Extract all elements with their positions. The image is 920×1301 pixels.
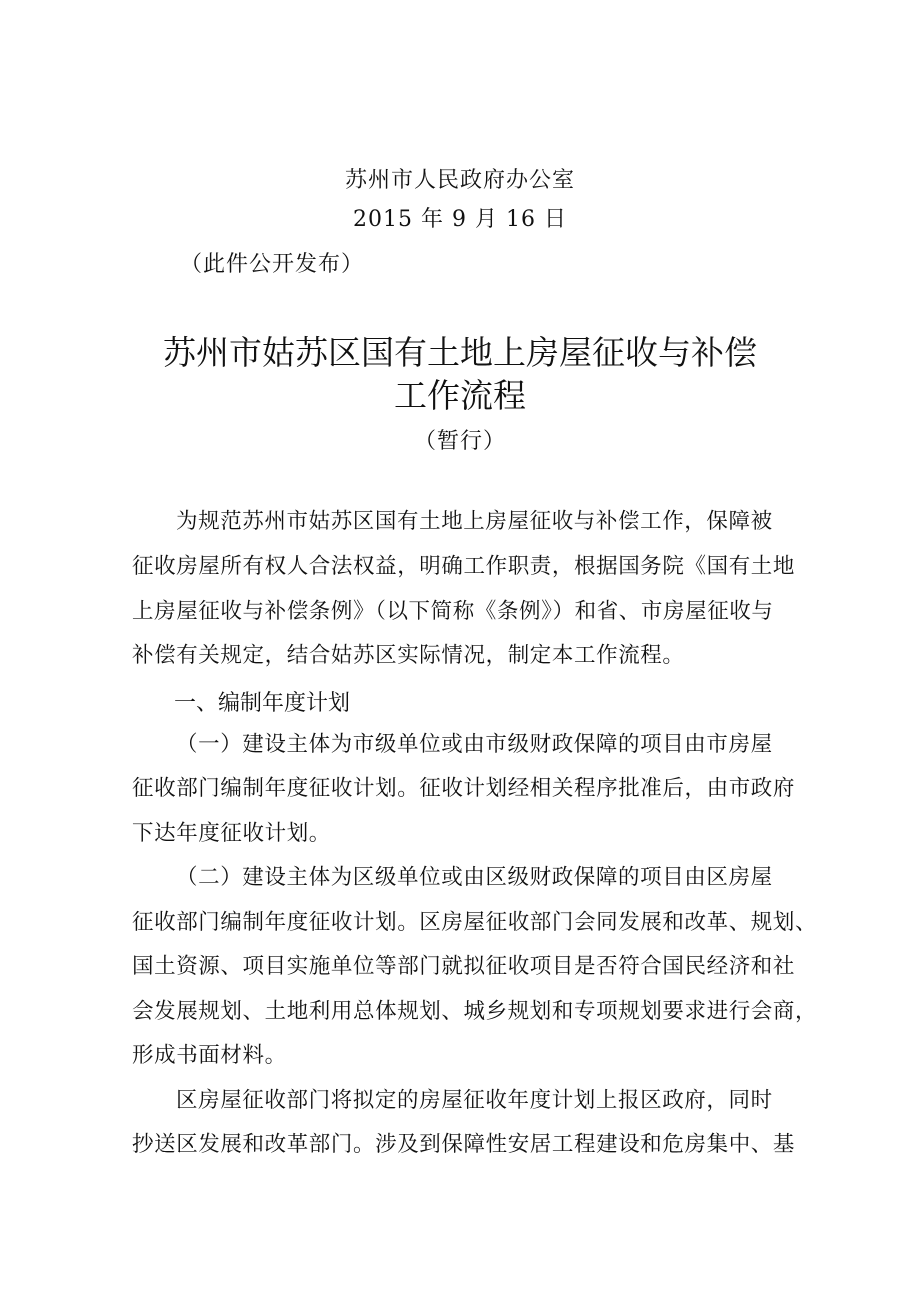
public-release-note: （此件公开发布） [180,252,365,277]
paragraph-line: 下达年度征收计划。 [132,821,331,846]
paragraph-line: 征收部门编制年度征收计划。区房屋征收部门会同发展和改革、规划、 [132,910,818,935]
paragraph-line: 抄送区发展和改革部门。涉及到保障性安居工程建设和危房集中、基 [132,1132,796,1157]
paragraph-line: （二）建设主体为区级单位或由区级财政保障的项目由区房屋 [176,865,773,890]
section-heading: 一、编制年度计划 [174,691,351,716]
issue-date: 2015 年 9 月 16 日 [353,207,567,232]
intro-line: 补偿有关规定，结合姑苏区实际情况，制定本工作流程。 [132,643,685,668]
paragraph-line: （一）建设主体为市级单位或由市级财政保障的项目由市房屋 [176,732,773,757]
issuer-name: 苏州市人民政府办公室 [344,168,575,193]
paragraph-line: 征收部门编制年度征收计划。征收计划经相关程序批准后，由市政府 [132,776,796,801]
document-title-line-2: 工作流程 [394,376,526,415]
paragraph-line: 形成书面材料。 [132,1043,287,1068]
document-title-subtitle: （暂行） [413,429,506,454]
paragraph-line: 区房屋征收部门将拟定的房屋征收年度计划上报区政府，同时 [176,1088,773,1113]
intro-line: 征收房屋所有权人合法权益，明确工作职责，根据国务院《国有土地 [132,554,796,579]
document-title-line-1: 苏州市姑苏区国有土地上房屋征收与补偿 [163,333,757,372]
intro-line: 为规范苏州市姑苏区国有土地上房屋征收与补偿工作，保障被 [176,509,773,534]
paragraph-line: 国土资源、项目实施单位等部门就拟征收项目是否符合国民经济和社 [132,954,796,979]
intro-line: 上房屋征收与补偿条例》（以下简称《条例》）和省、市房屋征收与 [132,599,774,624]
paragraph-line: 会发展规划、土地利用总体规划、城乡规划和专项规划要求进行会商， [132,999,818,1024]
